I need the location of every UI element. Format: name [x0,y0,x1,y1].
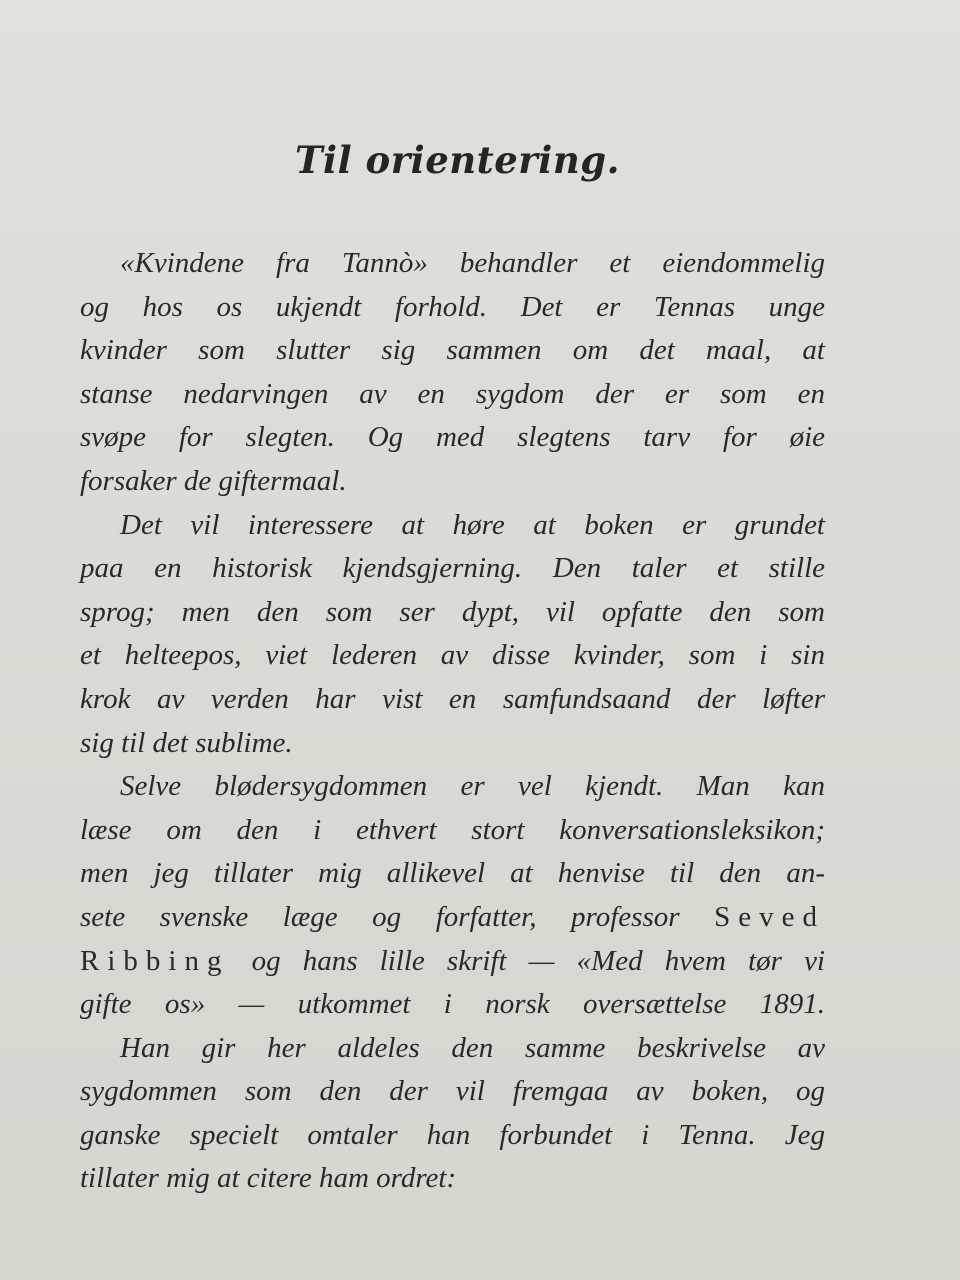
page-title: Til orientering. [294,138,621,182]
text-line: kvinder som slutter sig sammen om det maal, at [80,334,825,367]
text-fragment: sete svenske læge og forfatter, professor [80,900,680,933]
body-text [80,242,825,1201]
text-line: gifte os» — utkommet i norsk oversættelse 1891. [80,988,825,1021]
text-line: et helteepos, viet lederen av disse kvinder, som i sin [80,639,825,672]
text-line: krok av verden har vist en samfundsaand der løfter [80,682,825,715]
text-line: Han gir her aldeles den samme beskrivelse av [120,1031,825,1064]
text-line: sprog; men den som ser dypt, vil opfatte den som [80,595,825,628]
spaced-name: Seved [714,900,826,933]
text-line: paa en historisk kjendsgjerning. Den taler et stille [80,552,825,585]
text-line [80,896,825,940]
text-line: men jeg tillater mig allikevel at henvise til den an- [80,857,825,890]
text-line: sig til det sublime. [80,726,293,759]
text-line: tillater mig at citere ham ordret: [80,1162,457,1195]
text-fragment: og hans lille skrift — «Med hvem tør vi [251,944,825,977]
text-line: og hos os ukjendt forhold. Det er Tennas unge [80,290,825,323]
text-line: «Kvindene fra Tannò» behandler et eiendommelig [120,247,825,279]
text-line: sygdommen som den der vil fremgaa av boken, og [80,1075,825,1108]
text-line: læse om den i ethvert stort konversationsleksikon; [80,813,825,846]
text-line: ganske specielt omtaler han forbundet i Tenna. Jeg [80,1118,825,1151]
text-line [80,940,825,984]
text-line: forsaker de giftermaal. [80,464,347,497]
spaced-name: Ribbing [80,944,230,977]
text-line: Selve blødersygdommen er vel kjendt. Man kan [120,770,825,803]
text-line: Det vil interessere at høre at boken er grundet [120,508,825,541]
text-line: stanse nedarvingen av en sygdom der er som en [80,377,825,410]
text-line: svøpe for slegten. Og med slegtens tarv for øie [80,421,825,454]
